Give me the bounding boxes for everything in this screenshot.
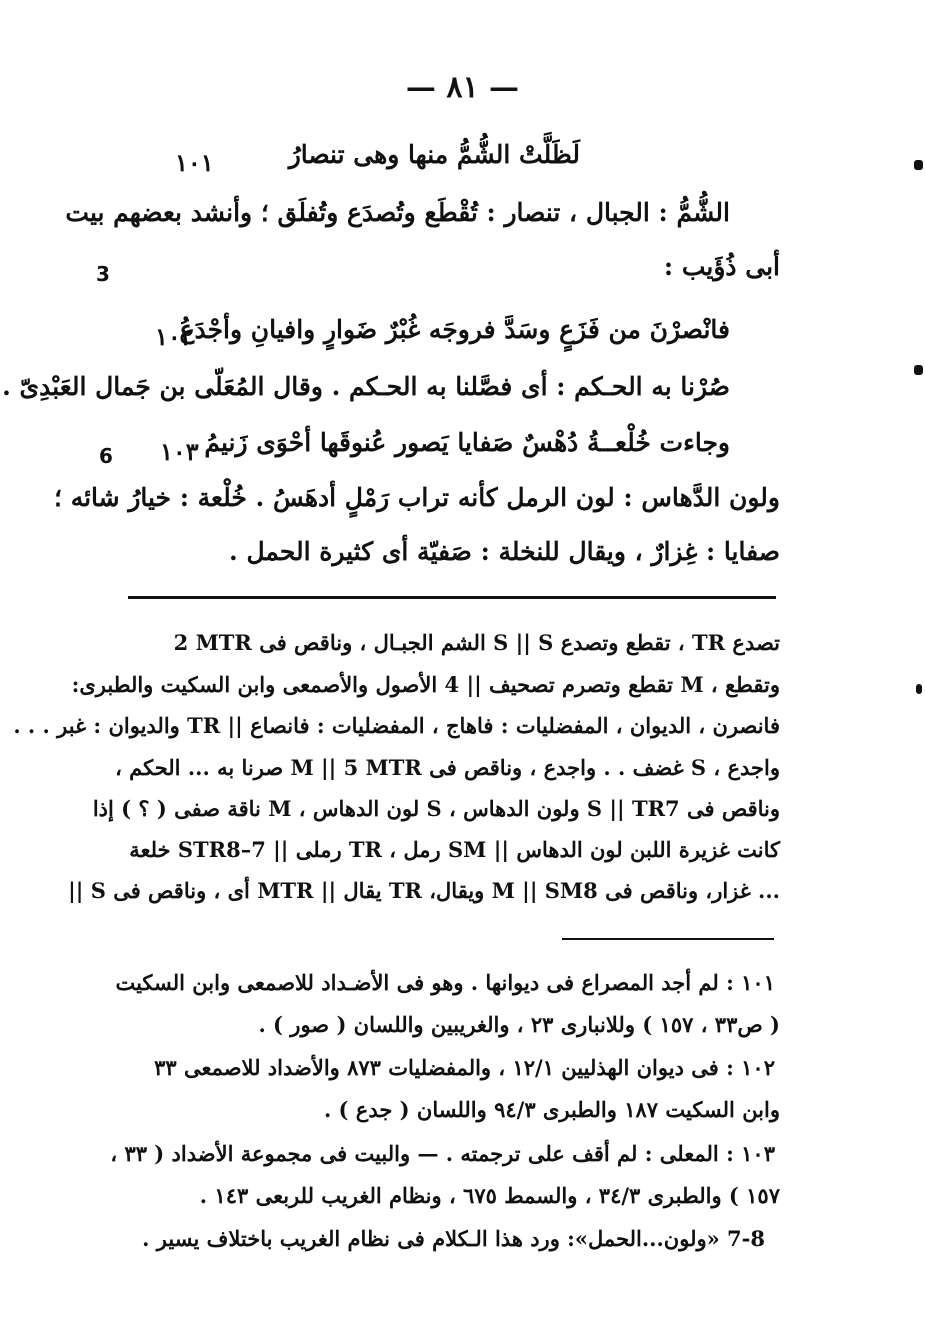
note-line-1: ١٠١ : لم أجد المصراع فى ديوانها . وهو فى الأضـداد للاصمعى وابن السكيت [115,970,775,995]
apparatus-line-6: كانت غزيرة اللبن لون الدهاس || SM رمل ، TR رملى || 7–STR8 خلعة [129,837,780,862]
apparatus-line-5: وناقص فى S || TR7 ولون الدهاس ، S لون الدهاس ، M ناقة صفى ( ؟ ) إذا [92,796,780,821]
scan-mark [914,160,923,170]
apparatus-line-1: 2 MTR الشم الجبـال ، وناقص فى S || S تقطع وتصدع ، TR تصدع [173,630,780,655]
verse-101-text: لَظَلَّتْ الشُّمُّ منها وهى تنصارُ [288,140,580,169]
main-line-5: صفايا : غِزارٌ ، ويقال للنخلة : صَفيّة أى كثيرة الحمل . [229,537,780,566]
note-line-5: ١٠٣ : المعلى : لم أقف على ترجمته . — والبيت فى مجموعة الأضداد ( ٣٣ ، [110,1141,775,1166]
scan-mark [914,365,923,375]
main-line-3: صُرْنا به الحـكم : أى فصَّلنا به الحـكم . وقال المُعَلّى بن جَمال العَبْدِىّ . [2,372,730,401]
verse-102-number: ١٠٢ [155,322,194,351]
verse-103-number: ١٠٣ [160,437,199,466]
verse-102-text: فانْصرْنَ من فَزَعٍ وسَدَّ فروجَه غُبْرٌ ضَوارٍ وافيانِ وأجْدَعُ [179,315,730,344]
note-line-6: ١٥٧ ) والطبرى ٣٤/٣ ، والسمط ٦٧٥ ، ونظام الغريب للربعى ١٤٣ . [199,1183,780,1208]
main-line-4: ولون الدَّهاس : لون الرمل كأنه تراب رَمْلٍ أدهَسُ . خُلْعة : خيارُ شائه ؛ [54,483,780,512]
note-line-7: 7-8 «ولون...الحمل»: ورد هذا الـكلام فى نظام الغريب باختلاف يسير . [142,1226,765,1251]
apparatus-line-4: واجدع ، S غضف . . واجدع ، وناقص فى M || 5 MTR صرنا به ... الحكم ، [115,755,780,780]
note-line-4: وابن السكيت ١٨٧ والطبرى ٩٤/٣ واللسان ( جدع ) . [323,1097,780,1122]
apparatus-line-3: فانصرن ، الديوان ، المفضليات : فاهاج ، المفضليات : فانصاع || TR والديوان : غبر . . . [13,713,780,738]
scan-mark [916,684,922,694]
note-line-3: ١٠٢ : فى ديوان الهذليين ١٢/١ ، والمفضليات ٨٧٣ والأضداد للاصمعى ٣٣ [154,1055,775,1080]
note-line-2: ( ص٣٣ ، ١٥٧ ) وللانبارى ٢٣ ، والغريبين واللسان ( صور ) . [258,1012,780,1037]
page-number: — ٨١ — [405,70,520,105]
main-line-2: أبى ذُؤَيب : [663,252,780,281]
main-line-1: الشُّمُّ : الجبال ، تنصار : تُقْطَع وتُصدَع وتُفلَق ؛ وأنشد بعضهم بيت [65,198,730,227]
margin-line-number-3: 3 [96,262,110,286]
notes-divider [562,938,774,940]
apparatus-line-2: وتقطع ، M تقطع وتصرم تصحيف || 4 الأصول والأصمعى وابن السكيت والطبرى: [71,672,780,697]
apparatus-line-7: ... غزار، وناقص فى M || SM8 ويقال، TR يقال || MTR أى ، وناقص فى S || [68,878,780,903]
verse-101-number: ١٠١ [175,148,214,177]
margin-line-number-6: 6 [99,444,113,468]
apparatus-divider [128,596,776,599]
verse-103-text: وجاءت خُلْعــةُ دُهْسٌ صَفايا يَصور عُنوقَها أحْوَى زَنيمُ [204,428,730,457]
